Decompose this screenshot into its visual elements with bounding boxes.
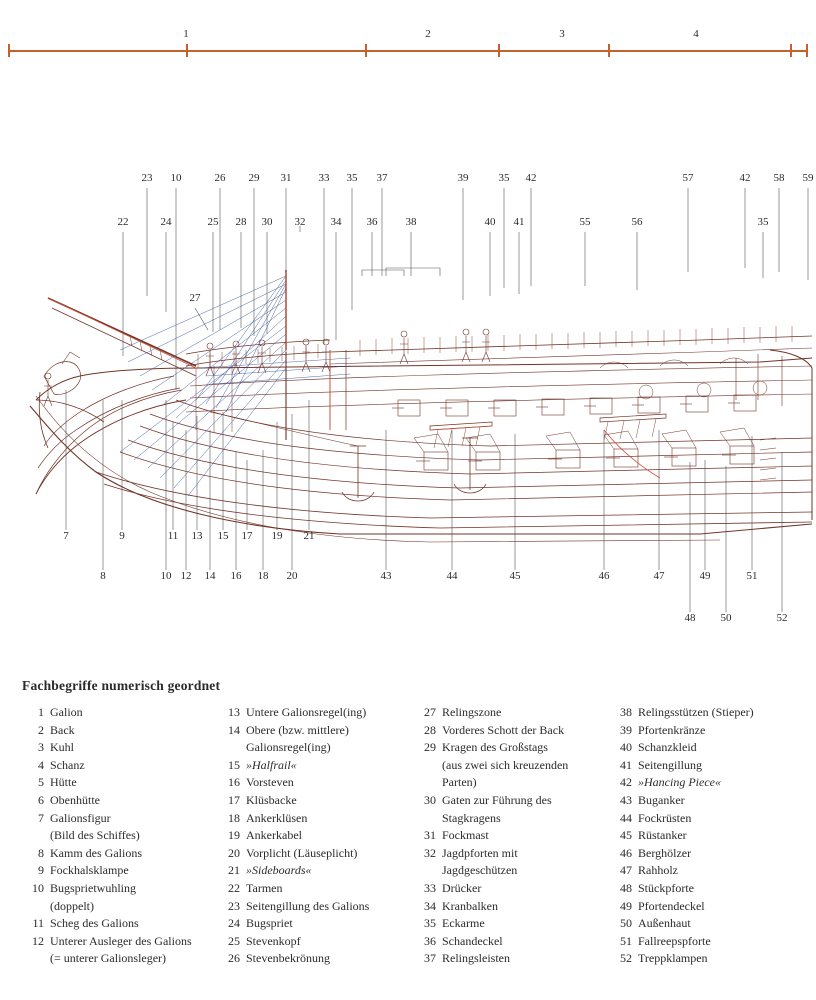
- legend-entry-text: Vorplicht (Läuseplicht): [246, 845, 358, 860]
- legend-entry-text: Obere (bzw. mittlere): [246, 722, 349, 737]
- legend-entry-text: Stevenbekrönung: [246, 951, 330, 966]
- callout-number: 16: [230, 570, 242, 582]
- scale-label-1: 1: [183, 28, 189, 40]
- legend-entry: [218, 757, 414, 775]
- legend-entry-number: 18: [228, 810, 240, 825]
- legend-entry: [22, 774, 218, 792]
- scale-tick: [8, 44, 10, 57]
- legend-entry-number: 15: [228, 757, 240, 772]
- legend-columns: [22, 704, 802, 968]
- legend-entry: [218, 915, 414, 933]
- legend-entry-number: 8: [38, 845, 44, 860]
- legend-entry-text: Pfortenkränze: [638, 722, 706, 737]
- legend-entry-text: Fockmast: [442, 828, 489, 843]
- legend-entry: [22, 722, 218, 740]
- callout-number: 17: [241, 530, 253, 542]
- callout-number: 25: [207, 216, 219, 228]
- legend-entry-text: Relingszone: [442, 705, 502, 719]
- ship-line-drawing: [0, 100, 816, 660]
- scale-tick: [790, 44, 792, 57]
- legend-entry: [610, 739, 802, 757]
- legend-entry-text: Unterer Ausleger des Galions: [50, 933, 192, 948]
- legend-entry-text: Kragen des Großstags: [442, 740, 548, 755]
- scale-tick: [498, 44, 500, 57]
- legend-entry-text: »Sideboards«: [246, 863, 312, 878]
- legend-entry-text: Rüstanker: [638, 828, 687, 843]
- callout-number: 24: [160, 216, 172, 228]
- legend-title: Fachbegriffe numerisch geordnet: [22, 678, 221, 693]
- legend-entry-number: 22: [228, 880, 240, 895]
- callout-number: 36: [366, 216, 378, 228]
- scale-label-4: 4: [693, 28, 699, 40]
- scale-label-2: 2: [425, 28, 431, 40]
- legend-entry-number: 16: [228, 775, 240, 790]
- callout-number: 30: [261, 216, 273, 228]
- scale-tick: [365, 44, 367, 57]
- legend-entry-text: Eckarme: [442, 916, 485, 931]
- callout-number: 31: [280, 172, 292, 184]
- legend-entry-text: Jagdpforten mit: [442, 845, 518, 860]
- callout-number: 20: [286, 570, 298, 582]
- legend-entry-number: 51: [620, 933, 632, 948]
- callout-number: 9: [119, 530, 125, 542]
- legend-entry-number: 14: [228, 722, 240, 737]
- callout-number: 44: [446, 570, 458, 582]
- legend-column-1: [22, 704, 218, 968]
- legend-entry: [610, 757, 802, 775]
- legend-entry-number: 33: [424, 880, 436, 895]
- callout-number: 46: [598, 570, 610, 582]
- callout-number: 12: [180, 570, 192, 582]
- legend-entry: [22, 915, 218, 933]
- callout-number: 49: [699, 570, 711, 582]
- callout-number: 28: [235, 216, 247, 228]
- scale-tick: [806, 44, 808, 57]
- legend-entry: [414, 704, 610, 722]
- legend-entry-text: Vorsteven: [246, 775, 294, 790]
- legend-entry: [610, 898, 802, 916]
- legend-entry: [22, 880, 218, 898]
- callout-number: 57: [682, 172, 694, 184]
- legend-entry: [218, 880, 414, 898]
- legend-entry-number: 24: [228, 916, 240, 931]
- legend-entry-text: Galion: [50, 705, 83, 719]
- callout-number: 11: [167, 530, 179, 542]
- legend-entry-text: Bugspriet: [246, 916, 293, 931]
- callout-number: 10: [170, 172, 182, 184]
- legend-entry-text: Stückpforte: [638, 880, 694, 895]
- legend-entry-text: Untere Galionsregel(ing): [246, 705, 367, 719]
- legend: [22, 678, 802, 968]
- callout-number: 13: [191, 530, 203, 542]
- callout-number: 32: [294, 216, 306, 228]
- scale-label-3: 3: [559, 28, 565, 40]
- legend-entry: [22, 704, 218, 722]
- callout-number: 41: [513, 216, 525, 228]
- legend-entry: [218, 845, 414, 863]
- legend-entry-number: 10: [32, 880, 44, 895]
- legend-entry-text: Galionsfigur: [50, 810, 111, 825]
- callout-number: 18: [257, 570, 269, 582]
- scale-tick: [608, 44, 610, 57]
- legend-entry-continuation: Jagdgeschützen: [442, 863, 518, 878]
- legend-entry-continuation: (= unterer Galionsleger): [50, 951, 167, 966]
- legend-entry-text: Fallreepspforte: [638, 933, 711, 948]
- legend-entry-number: 35: [424, 916, 436, 931]
- legend-entry-number: 17: [228, 792, 240, 807]
- legend-entry-number: 23: [228, 898, 240, 913]
- legend-entry-number: 3: [38, 740, 44, 755]
- legend-entry-number: 26: [228, 951, 240, 966]
- legend-entry-text: Pfortendeckel: [638, 898, 705, 913]
- legend-entry-text: Back: [50, 722, 75, 737]
- legend-entry: [218, 950, 414, 968]
- legend-entry-number: 20: [228, 845, 240, 860]
- legend-entry: [414, 722, 610, 740]
- scale-tick: [186, 44, 188, 57]
- callout-number: 29: [248, 172, 260, 184]
- callout-number: 48: [684, 612, 696, 624]
- legend-entry-text: Hütte: [50, 775, 77, 790]
- legend-entry-text: Berghölzer: [638, 845, 692, 860]
- legend-entry-number: 7: [38, 810, 44, 825]
- legend-entry-text: Fockhalsklampe: [50, 863, 129, 878]
- legend-entry: [610, 950, 802, 968]
- legend-entry: [22, 792, 218, 810]
- legend-entry-number: 40: [620, 740, 632, 755]
- legend-entry: [22, 739, 218, 757]
- legend-entry: [218, 933, 414, 951]
- legend-entry-number: 5: [38, 775, 44, 790]
- legend-entry-number: 36: [424, 933, 436, 948]
- legend-entry-text: Ankerklüsen: [246, 810, 308, 825]
- legend-entry-number: 31: [424, 828, 436, 843]
- legend-entry: [414, 827, 610, 845]
- legend-entry: [610, 880, 802, 898]
- legend-entry: [218, 898, 414, 916]
- callout-number: 55: [579, 216, 591, 228]
- legend-entry: [218, 704, 414, 722]
- legend-entry-text: Kamm des Galions: [50, 845, 142, 860]
- callout-number: 22: [117, 216, 129, 228]
- legend-entry-text: Klüsbacke: [246, 792, 297, 807]
- legend-column-4: [610, 704, 802, 968]
- legend-entry: [22, 757, 218, 775]
- legend-entry-text: Obenhütte: [50, 792, 100, 807]
- legend-entry-continuation: (doppelt): [50, 898, 94, 913]
- legend-entry: [22, 845, 218, 863]
- legend-entry: [610, 810, 802, 828]
- legend-entry-continuation: Parten): [442, 775, 477, 790]
- legend-entry-number: 37: [424, 951, 436, 966]
- legend-entry: [610, 845, 802, 863]
- legend-entry-text: Relingsleisten: [442, 951, 510, 966]
- legend-entry-continuation: Galionsregel(ing): [246, 740, 331, 755]
- legend-entry: [218, 862, 414, 880]
- legend-entry-number: 4: [38, 757, 44, 772]
- legend-entry: [22, 810, 218, 828]
- callout-number: 7: [63, 530, 69, 542]
- legend-entry-text: Treppklampen: [638, 951, 708, 966]
- legend-entry-number: 29: [424, 740, 436, 755]
- callout-number: 43: [380, 570, 392, 582]
- legend-entry: [414, 845, 610, 863]
- legend-entry: [414, 880, 610, 898]
- callout-number: 56: [631, 216, 643, 228]
- legend-entry: [610, 792, 802, 810]
- legend-entry-continuation: (aus zwei sich kreuzenden: [442, 757, 569, 772]
- legend-entry-text: »Hancing Piece«: [638, 775, 721, 790]
- scale-bar-line: [8, 50, 808, 52]
- legend-entry: [218, 827, 414, 845]
- legend-entry-number: 9: [38, 863, 44, 878]
- callout-number: 35: [757, 216, 769, 228]
- legend-entry-text: Schanz: [50, 757, 85, 772]
- callout-number: 21: [303, 530, 315, 542]
- legend-entry: [610, 915, 802, 933]
- callout-number: 19: [271, 530, 283, 542]
- callout-number: 42: [525, 172, 537, 184]
- legend-entry-number: 34: [424, 898, 436, 913]
- legend-entry: [414, 792, 610, 810]
- legend-entry-number: 42: [620, 775, 632, 790]
- callout-number: 35: [346, 172, 358, 184]
- legend-entry-number: 52: [620, 951, 632, 966]
- callout-number: 58: [773, 172, 785, 184]
- legend-entry: [610, 774, 802, 792]
- legend-entry-text: Außenhaut: [638, 916, 691, 931]
- legend-entry-text: Ankerkabel: [246, 828, 302, 843]
- legend-entry-number: 11: [32, 916, 44, 931]
- callout-number: 35: [498, 172, 510, 184]
- legend-entry: [610, 933, 802, 951]
- legend-entry-text: Drücker: [442, 880, 482, 895]
- legend-entry-number: 1: [38, 705, 44, 719]
- callout-number: 40: [484, 216, 496, 228]
- legend-entry: [414, 915, 610, 933]
- legend-entry-number: 13: [228, 705, 240, 719]
- legend-entry-number: 30: [424, 792, 436, 807]
- legend-entry: [414, 950, 610, 968]
- callout-number: 33: [318, 172, 330, 184]
- legend-entry: [218, 774, 414, 792]
- legend-entry-number: 21: [228, 863, 240, 878]
- legend-entry-number: 45: [620, 828, 632, 843]
- legend-entry-text: Buganker: [638, 792, 685, 807]
- callout-number: 10: [160, 570, 172, 582]
- legend-entry-number: 25: [228, 933, 240, 948]
- callout-number: 26: [214, 172, 226, 184]
- legend-entry: [610, 862, 802, 880]
- legend-entry: [610, 827, 802, 845]
- legend-entry-text: Gaten zur Führung des: [442, 792, 552, 807]
- legend-entry-number: 44: [620, 810, 632, 825]
- legend-entry-text: Scheg des Galions: [50, 916, 139, 931]
- legend-entry-text: Schanzkleid: [638, 740, 697, 755]
- legend-entry: [218, 810, 414, 828]
- legend-entry: [414, 933, 610, 951]
- legend-entry-text: Stevenkopf: [246, 933, 301, 948]
- callout-number: 51: [746, 570, 758, 582]
- legend-entry: [414, 898, 610, 916]
- legend-entry-text: Rahholz: [638, 863, 678, 878]
- callout-number: 27: [189, 292, 201, 304]
- callout-number: 37: [376, 172, 388, 184]
- legend-entry-continuation: (Bild des Schiffes): [50, 828, 140, 843]
- legend-entry: [22, 862, 218, 880]
- legend-entry-text: Relingsstützen (Stieper): [638, 705, 754, 719]
- legend-entry-text: Vorderes Schott der Back: [442, 722, 565, 737]
- scale-bar: [8, 44, 808, 58]
- legend-entry-number: 32: [424, 845, 436, 860]
- legend-entry: [610, 704, 802, 722]
- legend-entry-text: Kranbalken: [442, 898, 498, 913]
- callout-number: 52: [776, 612, 788, 624]
- callout-number: 14: [204, 570, 216, 582]
- legend-entry: [610, 722, 802, 740]
- legend-entry-number: 41: [620, 757, 632, 772]
- legend-entry-text: Tarmen: [246, 880, 283, 895]
- legend-entry-number: 6: [38, 792, 44, 807]
- legend-entry: [218, 722, 414, 740]
- legend-entry-text: Seitengillung: [638, 757, 702, 772]
- legend-entry: [22, 933, 218, 951]
- legend-entry-number: 28: [424, 722, 436, 737]
- callout-number: 59: [802, 172, 814, 184]
- legend-entry-number: 27: [424, 705, 436, 719]
- legend-entry-text: Fockrüsten: [638, 810, 692, 825]
- legend-entry-number: 38: [620, 705, 632, 719]
- callout-number: 38: [405, 216, 417, 228]
- legend-entry-number: 46: [620, 845, 632, 860]
- legend-entry-number: 2: [38, 722, 44, 737]
- legend-entry-number: 43: [620, 792, 632, 807]
- callout-number: 8: [100, 570, 106, 582]
- legend-entry-text: »Halfrail«: [246, 757, 297, 772]
- callout-number: 39: [457, 172, 469, 184]
- legend-entry: [414, 739, 610, 757]
- legend-entry-continuation: Stagkragens: [442, 810, 501, 825]
- callout-number: 42: [739, 172, 751, 184]
- callout-number: 15: [217, 530, 229, 542]
- legend-entry-number: 12: [32, 933, 44, 948]
- legend-entry-text: Kuhl: [50, 740, 74, 755]
- legend-entry-text: Seitengillung des Galions: [246, 898, 370, 913]
- legend-entry-number: 39: [620, 722, 632, 737]
- callout-number: 50: [720, 612, 732, 624]
- legend-column-3: [414, 704, 610, 968]
- legend-entry-number: 19: [228, 828, 240, 843]
- callout-number: 23: [141, 172, 153, 184]
- ship-diagram: [0, 100, 816, 660]
- legend-entry-number: 49: [620, 898, 632, 913]
- legend-entry-text: Bugsprietwuhling: [50, 880, 136, 895]
- legend-column-2: [218, 704, 414, 968]
- legend-entry-number: 47: [620, 863, 632, 878]
- callout-number: 45: [509, 570, 521, 582]
- callout-number: 47: [653, 570, 665, 582]
- legend-entry: [218, 792, 414, 810]
- legend-entry-number: 48: [620, 880, 632, 895]
- callout-number: 34: [330, 216, 342, 228]
- legend-entry-text: Schandeckel: [442, 933, 503, 948]
- legend-entry-number: 50: [620, 916, 632, 931]
